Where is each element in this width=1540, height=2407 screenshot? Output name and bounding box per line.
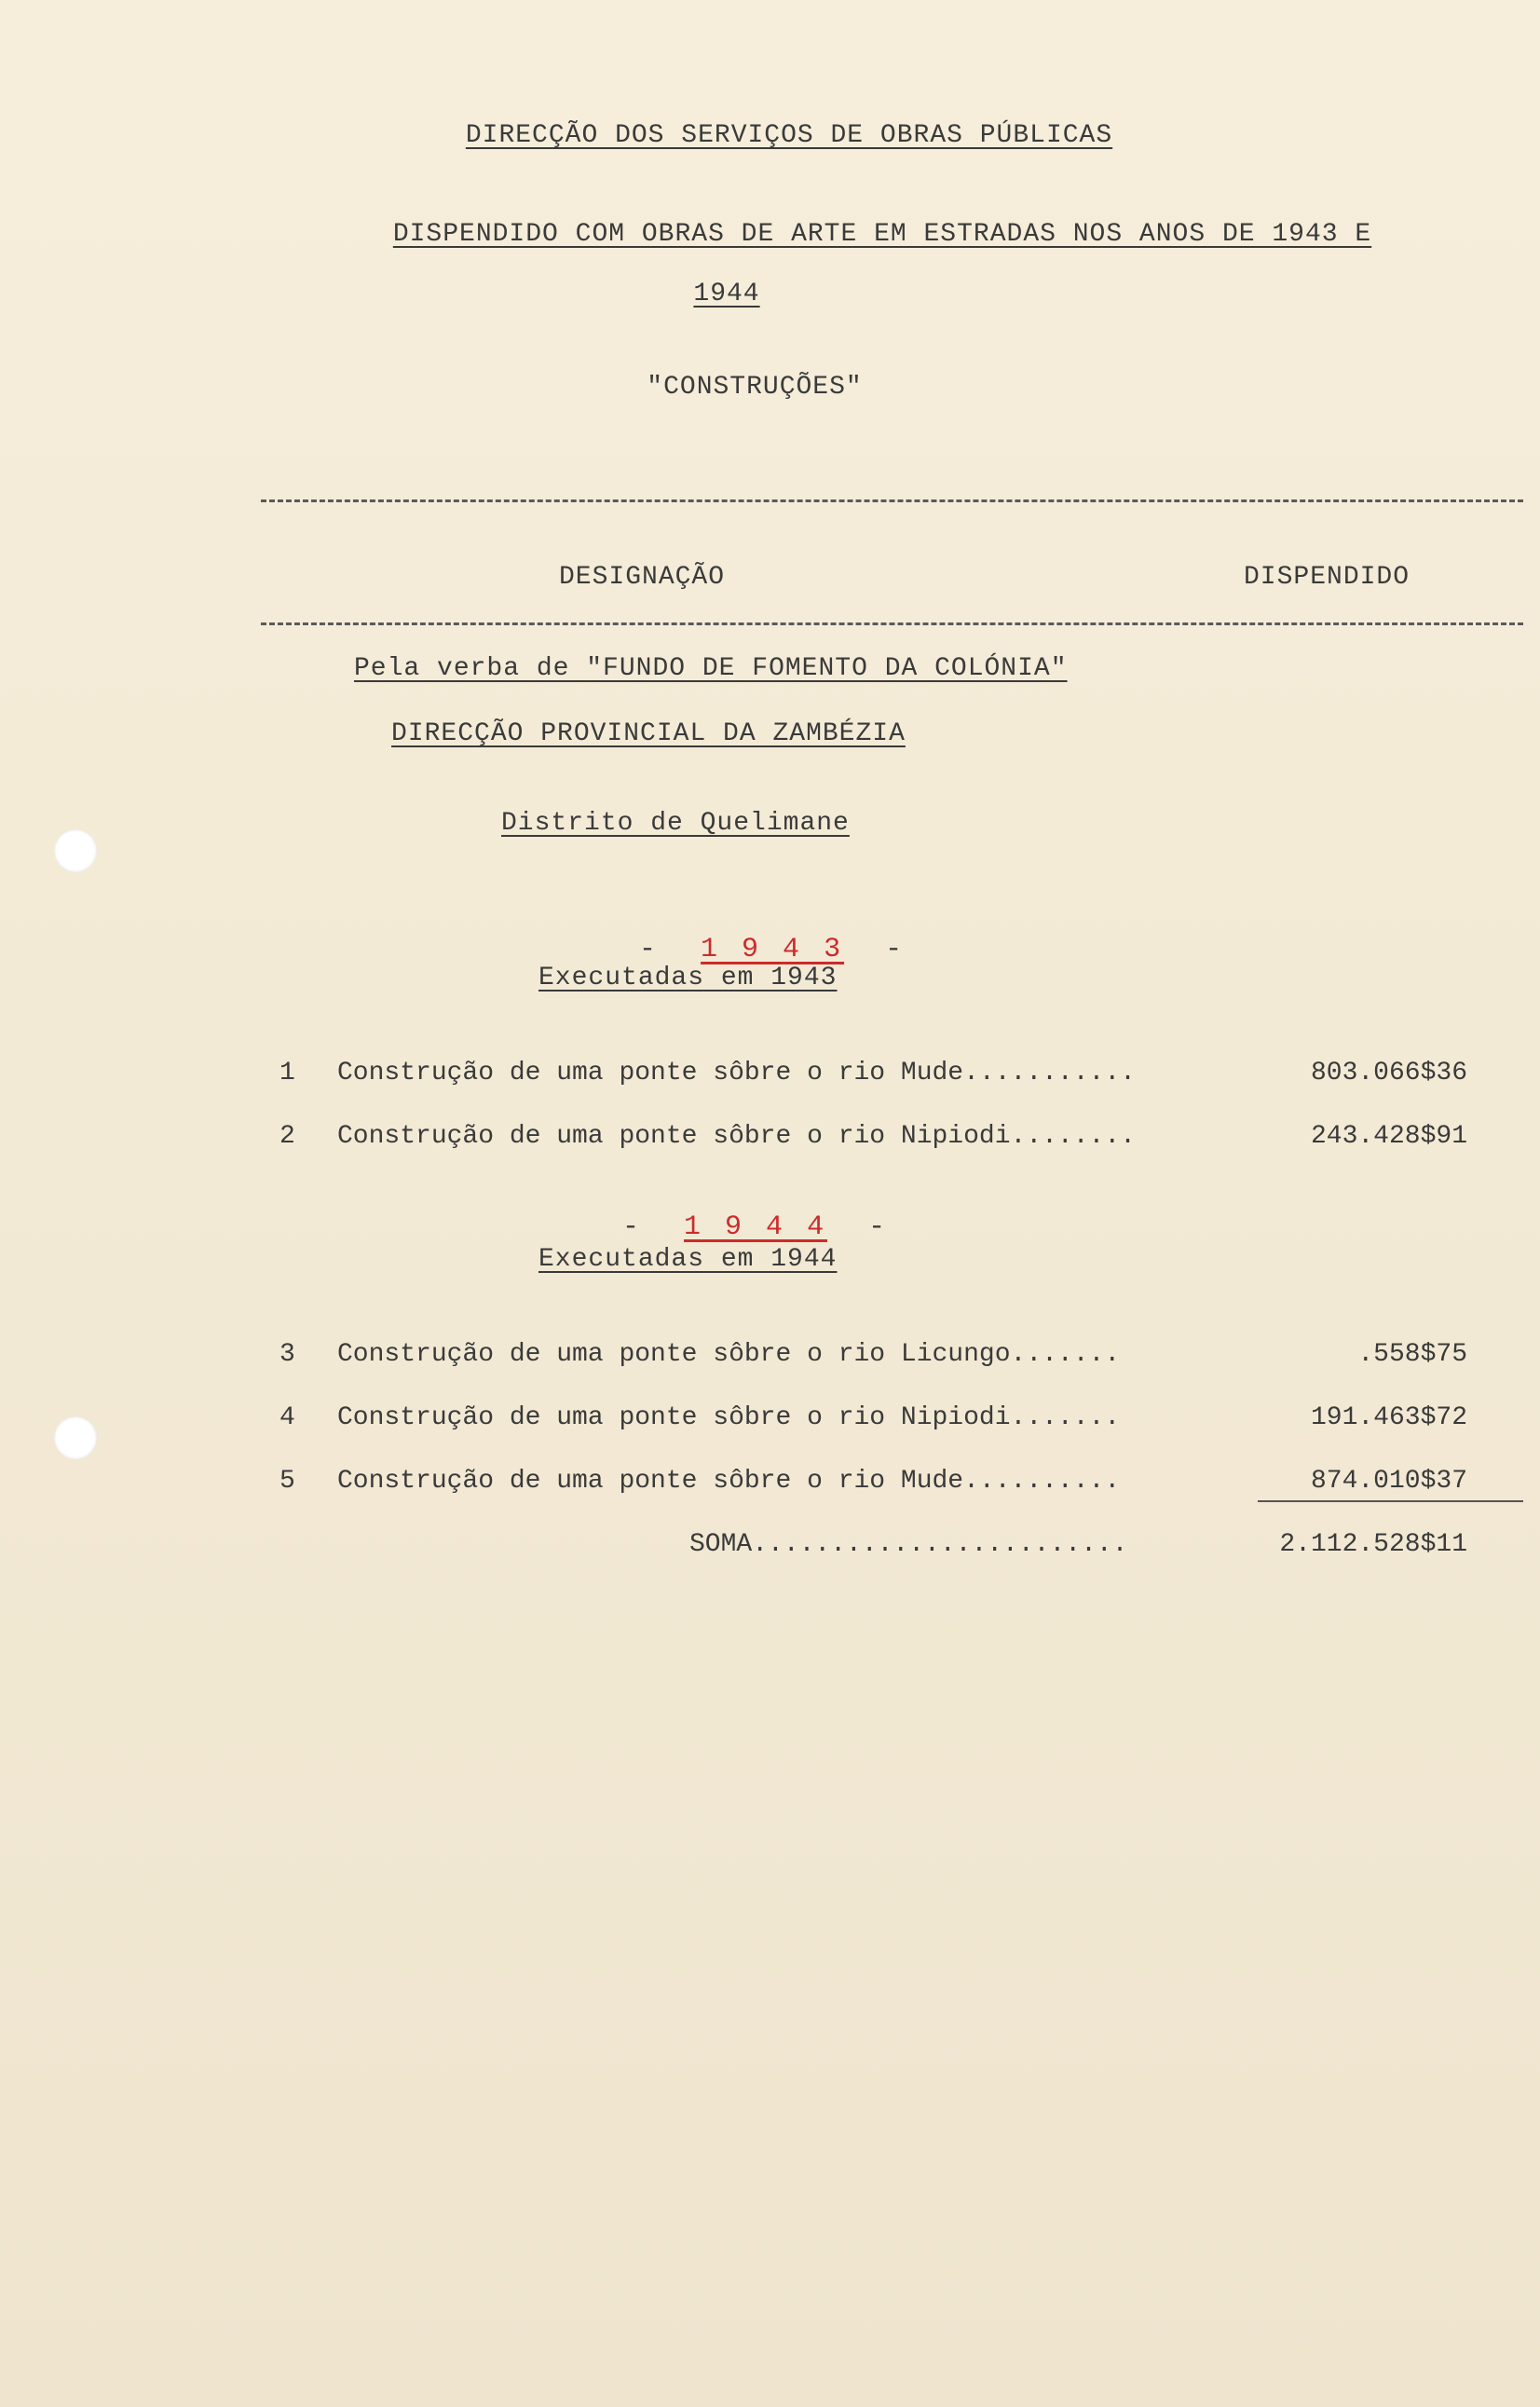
item-amount: 874.010$37: [1310, 1467, 1467, 1496]
punch-hole-bottom: [54, 1416, 97, 1459]
item-number: 2: [279, 1122, 295, 1151]
item-number: 1: [279, 1059, 295, 1087]
item-amount: 191.463$72: [1310, 1403, 1467, 1432]
punch-hole-top: [54, 829, 97, 872]
item-amount: .558$75: [1357, 1340, 1467, 1369]
item-description: Construção de uma ponte sôbre o rio Licungo.......: [337, 1340, 1121, 1369]
item-number: 3: [279, 1340, 295, 1369]
column-header-spent: DISPENDIDO: [1244, 563, 1411, 592]
item-description: Construção de uma ponte sôbre o rio Nipiodi.......: [337, 1403, 1121, 1432]
item-amount: 243.428$91: [1310, 1122, 1467, 1151]
total-label: SOMA........................: [689, 1530, 1128, 1559]
total-amount: 2.112.528$11: [1279, 1530, 1467, 1559]
year-digits: 1 9 4 4: [684, 1211, 828, 1243]
item-number: 4: [279, 1403, 295, 1432]
year-digits: 1 9 4 3: [701, 934, 845, 965]
header-description-year: 1944: [693, 280, 760, 308]
item-description: Construção de uma ponte sôbre o rio Mude...........: [337, 1059, 1136, 1087]
header-subtitle: "CONSTRUÇÕES": [647, 373, 863, 402]
year-dash-left: -: [639, 934, 661, 965]
year-dash-right: -: [885, 934, 906, 965]
total-rule: [1258, 1500, 1523, 1502]
funding-source: Pela verba de "FUNDO DE FOMENTO DA COLÓNIA": [354, 654, 1068, 683]
top-rule: [261, 499, 1523, 502]
group-caption: Executadas em 1944: [538, 1245, 838, 1274]
year-dash-right: -: [868, 1211, 890, 1243]
group-caption: Executadas em 1943: [538, 964, 838, 992]
header-bottom-rule: [261, 622, 1523, 625]
year-dash-left: -: [622, 1211, 644, 1243]
item-description: Construção de uma ponte sôbre o rio Mude..........: [337, 1467, 1121, 1496]
item-number: 5: [279, 1467, 295, 1496]
column-header-designation: DESIGNAÇÃO: [559, 563, 726, 592]
header-title: DIRECÇÃO DOS SERVIÇOS DE OBRAS PÚBLICAS: [465, 121, 1113, 150]
provincial-direction: DIRECÇÃO PROVINCIAL DA ZAMBÉZIA: [391, 719, 906, 748]
item-amount: 803.066$36: [1310, 1059, 1467, 1087]
district-name: Distrito de Quelimane: [501, 809, 850, 838]
item-description: Construção de uma ponte sôbre o rio Nipiodi........: [337, 1122, 1136, 1151]
header-description: DISPENDIDO COM OBRAS DE ARTE EM ESTRADAS NOS ANOS DE 1943 E: [392, 220, 1372, 249]
